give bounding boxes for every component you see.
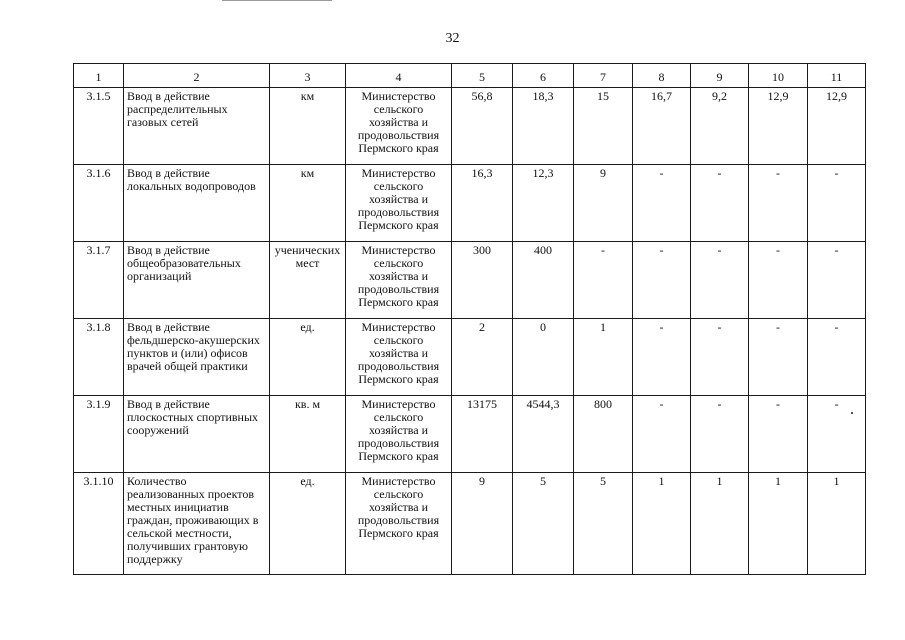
value-cell: 2 <box>452 319 513 396</box>
value-cell: 15 <box>574 88 633 165</box>
value-cell: - <box>749 242 808 319</box>
responsible-org-cell: Министерство сельского хозяйства и продовольствия Пермского края <box>346 88 452 165</box>
value-cell: - <box>574 242 633 319</box>
column-header: 5 <box>452 64 513 88</box>
page-number: 32 <box>445 31 460 46</box>
column-header: 9 <box>691 64 749 88</box>
indicator-name-cell: Ввод в действие общеобразовательных организаций <box>124 242 270 319</box>
value-cell: 4544,3 <box>513 396 574 473</box>
indicator-name-cell: Ввод в действие фельдшерско-акушерских пунктов и (или) офисов врачей общей практики <box>124 319 270 396</box>
scan-speck <box>851 412 853 414</box>
value-cell: - <box>691 242 749 319</box>
value-cell: 18,3 <box>513 88 574 165</box>
value-cell: 300 <box>452 242 513 319</box>
unit-cell: кв. м <box>270 396 346 473</box>
value-cell: - <box>808 396 866 473</box>
value-cell: 13175 <box>452 396 513 473</box>
unit-cell: км <box>270 88 346 165</box>
unit-cell: ед. <box>270 473 346 575</box>
value-cell: 9 <box>452 473 513 575</box>
row-number-cell: 3.1.8 <box>74 319 124 396</box>
value-cell: - <box>633 242 691 319</box>
table-row <box>74 165 866 242</box>
value-cell: 16,3 <box>452 165 513 242</box>
column-header: 11 <box>808 64 866 88</box>
responsible-org-cell: Министерство сельского хозяйства и продовольствия Пермского края <box>346 165 452 242</box>
unit-cell: км <box>270 165 346 242</box>
value-cell: 1 <box>808 473 866 575</box>
responsible-org-cell: Министерство сельского хозяйства и продовольствия Пермского края <box>346 473 452 575</box>
value-cell: 9,2 <box>691 88 749 165</box>
unit-cell: ед. <box>270 319 346 396</box>
value-cell: 12,9 <box>808 88 866 165</box>
scan-artifact-line <box>222 0 332 1</box>
value-cell: - <box>633 165 691 242</box>
table-row <box>74 396 866 473</box>
responsible-org-cell: Министерство сельского хозяйства и продовольствия Пермского края <box>346 319 452 396</box>
indicator-name-cell: Количество реализованных проектов местных инициатив граждан, проживающих в сельской местности, получивших грантовую поддержку <box>124 473 270 575</box>
value-cell: 12,3 <box>513 165 574 242</box>
column-header: 2 <box>124 64 270 88</box>
value-cell: - <box>633 319 691 396</box>
value-cell: 1 <box>749 473 808 575</box>
value-cell: 1 <box>574 319 633 396</box>
value-cell: 9 <box>574 165 633 242</box>
column-header: 3 <box>270 64 346 88</box>
row-number-cell: 3.1.5 <box>74 88 124 165</box>
value-cell: - <box>691 396 749 473</box>
table-header-row <box>74 64 866 88</box>
unit-cell: ученических мест <box>270 242 346 319</box>
column-header: 10 <box>749 64 808 88</box>
value-cell: - <box>633 396 691 473</box>
row-number-cell: 3.1.10 <box>74 473 124 575</box>
indicator-name-cell: Ввод в действие локальных водопроводов <box>124 165 270 242</box>
table-row <box>74 242 866 319</box>
value-cell: - <box>691 319 749 396</box>
indicator-name-cell: Ввод в действие плоскостных спортивных сооружений <box>124 396 270 473</box>
value-cell: - <box>749 396 808 473</box>
value-cell: - <box>808 242 866 319</box>
value-cell: 800 <box>574 396 633 473</box>
table-row <box>74 473 866 575</box>
indicator-name-cell: Ввод в действие распределительных газовых сетей <box>124 88 270 165</box>
row-number-cell: 3.1.7 <box>74 242 124 319</box>
value-cell: 5 <box>513 473 574 575</box>
responsible-org-cell: Министерство сельского хозяйства и продовольствия Пермского края <box>346 396 452 473</box>
value-cell: 1 <box>633 473 691 575</box>
value-cell: - <box>749 319 808 396</box>
row-number-cell: 3.1.9 <box>74 396 124 473</box>
value-cell: 5 <box>574 473 633 575</box>
value-cell: - <box>691 165 749 242</box>
row-number-cell: 3.1.6 <box>74 165 124 242</box>
value-cell: 56,8 <box>452 88 513 165</box>
column-header: 4 <box>346 64 452 88</box>
value-cell: 1 <box>691 473 749 575</box>
value-cell: 16,7 <box>633 88 691 165</box>
table-row <box>74 319 866 396</box>
value-cell: 12,9 <box>749 88 808 165</box>
column-header: 8 <box>633 64 691 88</box>
value-cell: - <box>749 165 808 242</box>
table-row <box>74 88 866 165</box>
responsible-org-cell: Министерство сельского хозяйства и продовольствия Пермского края <box>346 242 452 319</box>
value-cell: 0 <box>513 319 574 396</box>
value-cell: - <box>808 319 866 396</box>
value-cell: 400 <box>513 242 574 319</box>
column-header: 1 <box>74 64 124 88</box>
value-cell: - <box>808 165 866 242</box>
indicators-table <box>73 63 866 575</box>
column-header: 6 <box>513 64 574 88</box>
column-header: 7 <box>574 64 633 88</box>
